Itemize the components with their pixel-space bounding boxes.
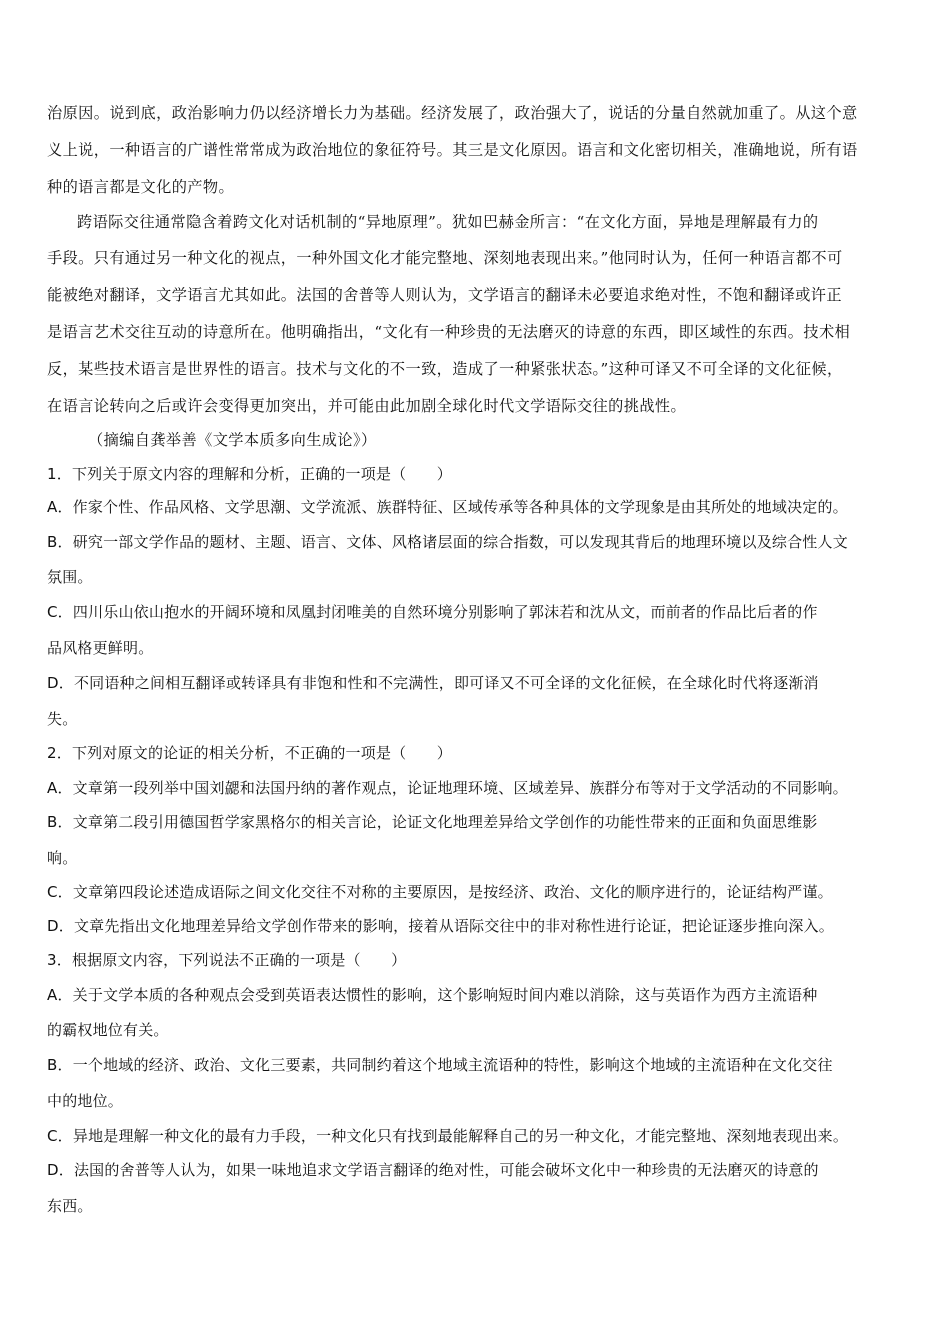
source-citation: （摘编自龚举善《文学本质多向生成论》） xyxy=(88,431,377,449)
question-1-option-c-cont[interactable]: 品风格更鲜明。 xyxy=(47,639,154,657)
question-1-option-b[interactable]: B．研究一部文学作品的题材、主题、语言、文体、风格诸层面的综合指数，可以发现其背后的地理环境以及综合性人文 xyxy=(47,533,848,551)
passage-line: 义上说，一种语言的广谱性常常成为政治地位的象征符号。其三是文化原因。语言和文化密切相关，准确地说，所有语 xyxy=(47,141,858,159)
question-3-option-b[interactable]: B．一个地域的经济、政治、文化三要素，共同制约着这个地域主流语种的特性，影响这个地域的主流语种在文化交往 xyxy=(47,1056,833,1074)
passage-line: 跨语际交往通常隐含着跨文化对话机制的“异地原理”。犹如巴赫金所言：“在文化方面，异地是理解最有力的 xyxy=(77,213,819,231)
passage-line: 种的语言都是文化的产物。 xyxy=(47,178,235,196)
question-2-stem: 2．下列对原文的论证的相关分析，不正确的一项是（ ） xyxy=(47,744,452,762)
question-1-option-b-cont[interactable]: 氛围。 xyxy=(47,568,93,586)
question-3-option-a-cont[interactable]: 的霸权地位有关。 xyxy=(47,1021,169,1039)
question-3-option-d-cont[interactable]: 东西。 xyxy=(47,1197,93,1215)
question-1-option-a[interactable]: A．作家个性、作品风格、文学思潮、文学流派、族群特征、区域传承等各种具体的文学现象是由其所处的地域决定的。 xyxy=(47,498,848,516)
question-1-option-c[interactable]: C．四川乐山依山抱水的开阔环境和凤凰封闭唯美的自然环境分别影响了郭沫若和沈从文，而前者的作品比后者的作 xyxy=(47,603,818,621)
question-2-option-a[interactable]: A．文章第一段列举中国刘勰和法国丹纳的著作观点，论证地理环境、区域差异、族群分布等对于文学活动的不同影响。 xyxy=(47,779,848,797)
question-3-option-b-cont[interactable]: 中的地位。 xyxy=(47,1092,124,1110)
question-3-option-a[interactable]: A．关于文学本质的各种观点会受到英语表达惯性的影响，这个影响短时间内难以消除，这与英语作为西方主流语种 xyxy=(47,986,818,1004)
passage-line: 能被绝对翻译，文学语言尤其如此。法国的舍普等人则认为，文学语言的翻译未必要追求绝对性，不饱和翻译或许正 xyxy=(47,286,842,304)
question-3-option-c[interactable]: C．异地是理解一种文化的最有力手段，一种文化只有找到最能解释自己的另一种文化，才能完整地、深刻地表现出来。 xyxy=(47,1127,849,1145)
passage-line: 反，某些技术语言是世界性的语言。技术与文化的不一致，造成了一种紧张状态。”这种可译又不可全译的文化征候， xyxy=(47,360,843,378)
passage-line: 是语言艺术交往互动的诗意所在。他明确指出，“文化有一种珍贵的无法磨灭的诗意的东西，即区域性的东西。技术相 xyxy=(47,323,851,341)
question-1-option-d[interactable]: D．不同语种之间相互翻译或转译具有非饱和性和不完满性，即可译又不可全译的文化征候，在全球化时代将逐渐消 xyxy=(47,674,819,692)
passage-line: 治原因。说到底，政治影响力仍以经济增长力为基础。经济发展了，政治强大了，说话的分量自然就加重了。从这个意 xyxy=(47,104,858,122)
question-2-option-c[interactable]: C．文章第四段论述造成语际之间文化交往不对称的主要原因，是按经济、政治、文化的顺序进行的，论证结构严谨。 xyxy=(47,883,833,901)
question-2-option-b-cont[interactable]: 响。 xyxy=(47,849,78,867)
question-2-option-b[interactable]: B．文章第二段引用德国哲学家黑格尔的相关言论，论证文化地理差异给文学创作的功能性带来的正面和负面思维影 xyxy=(47,813,818,831)
question-3-stem: 3．根据原文内容，下列说法不正确的一项是（ ） xyxy=(47,951,407,969)
question-3-option-d[interactable]: D．法国的舍普等人认为，如果一味地追求文学语言翻译的绝对性，可能会破坏文化中一种珍贵的无法磨灭的诗意的 xyxy=(47,1161,819,1179)
passage-line: 手段。只有通过另一种文化的视点，一种外国文化才能完整地、深刻地表现出来。”他同时认为，任何一种语言都不可 xyxy=(47,249,843,267)
passage-line: 在语言论转向之后或许会变得更加突出，并可能由此加剧全球化时代文学语际交往的挑战性。 xyxy=(47,397,687,415)
question-1-option-d-cont[interactable]: 失。 xyxy=(47,710,78,728)
question-1-stem: 1．下列关于原文内容的理解和分析，正确的一项是（ ） xyxy=(47,465,452,483)
question-2-option-d[interactable]: D．文章先指出文化地理差异给文学创作带来的影响，接着从语际交往中的非对称性进行论证，把论证逐步推向深入。 xyxy=(47,917,834,935)
